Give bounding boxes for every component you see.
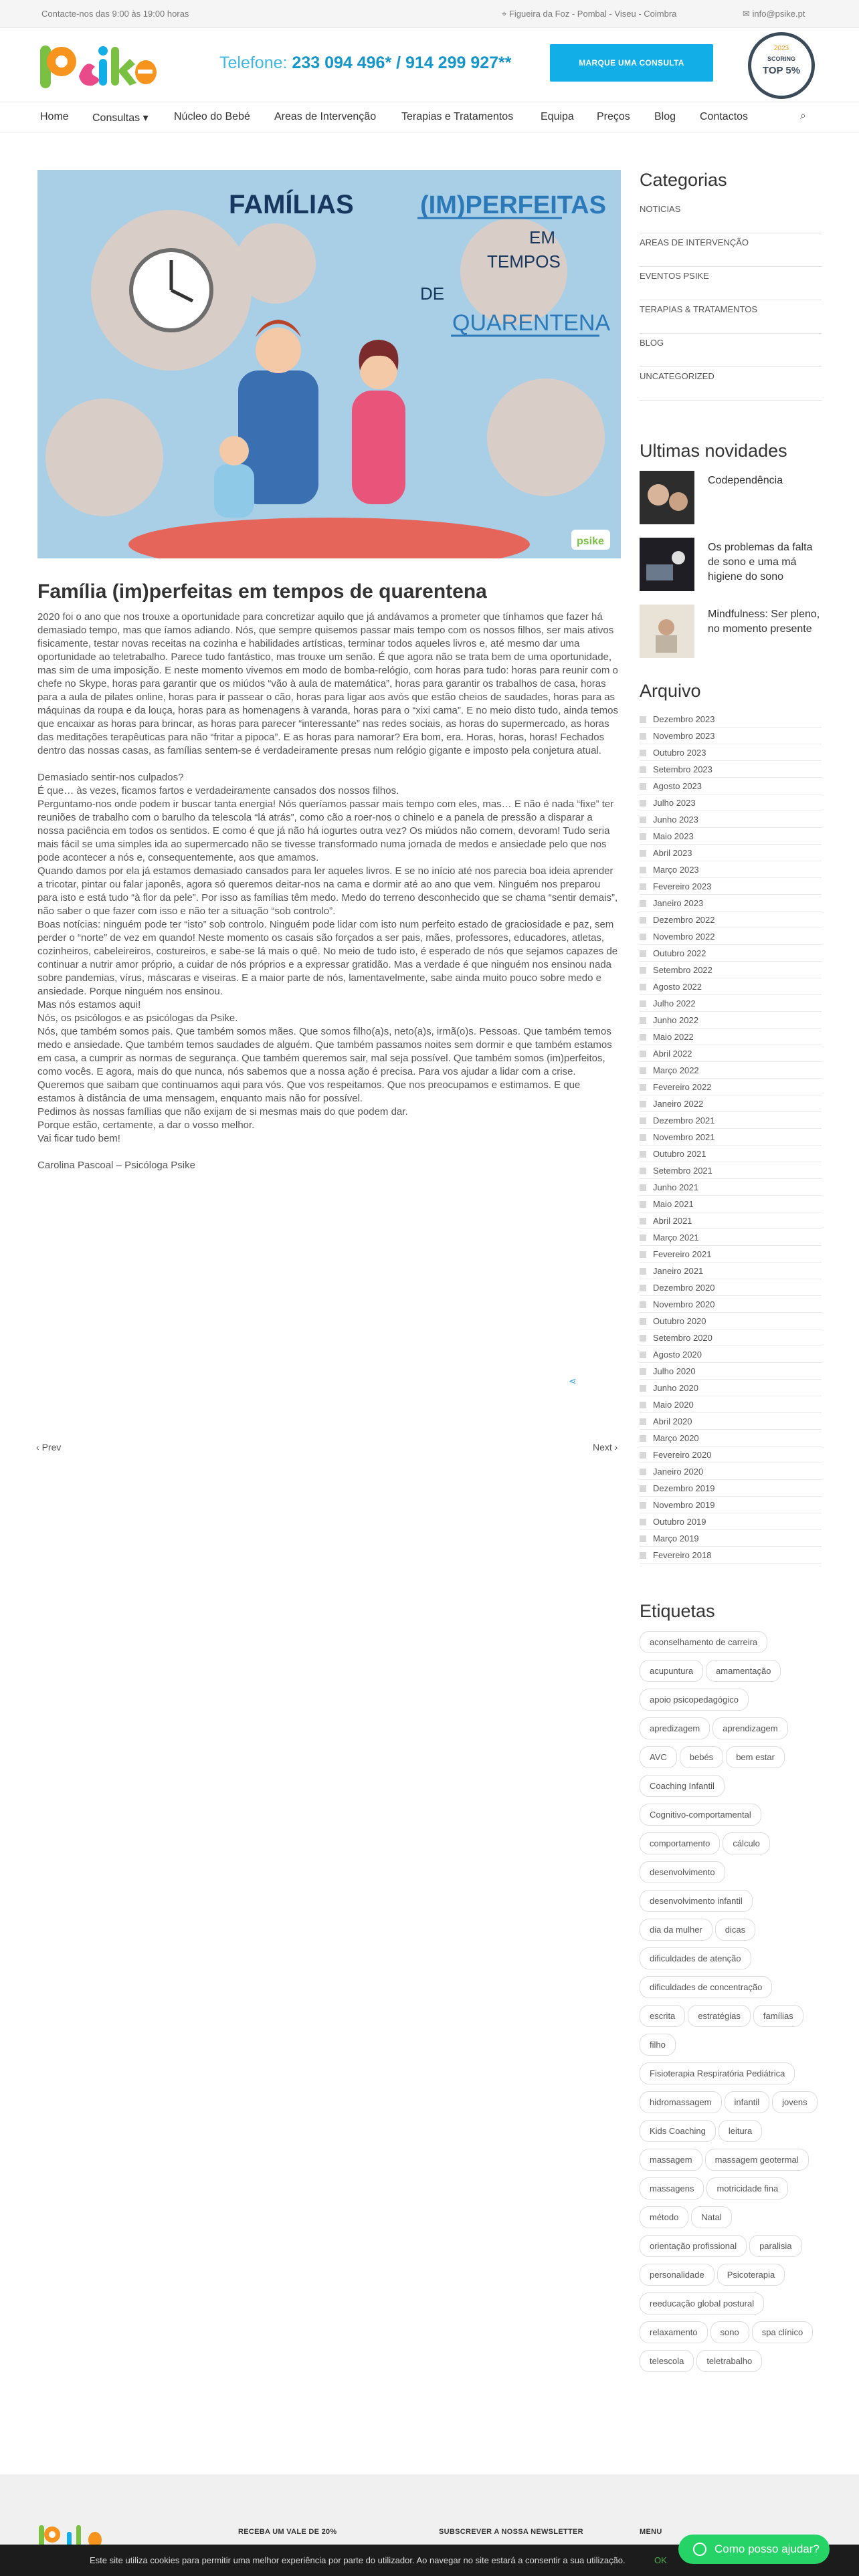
category-item[interactable]: UNCATEGORIZED <box>640 367 822 401</box>
hero-psike-logo: psike <box>577 536 604 547</box>
nav-blog[interactable]: Blog <box>654 111 676 122</box>
nav-nucleo-bebe[interactable]: Núcleo do Bebé <box>174 111 250 122</box>
next-label[interactable]: Next <box>593 1442 612 1453</box>
tag-item[interactable]: aconselhamento de carreira <box>640 1631 767 1653</box>
archive-item[interactable]: Abril 2020 <box>640 1413 822 1430</box>
paragraph: Nós, os psicólogos e as psicólogas da Psike. <box>37 1012 238 1024</box>
book-appointment-button[interactable]: MARQUE UMA CONSULTA <box>550 44 713 82</box>
archive-item[interactable]: Dezembro 2022 <box>640 911 822 928</box>
archive-item[interactable]: Junho 2022 <box>640 1012 822 1029</box>
tag-item[interactable]: Psicoterapia <box>717 2264 785 2286</box>
tags-heading: Etiquetas <box>640 1601 715 1621</box>
tag-item[interactable]: cálculo <box>723 1832 769 1854</box>
tag-item[interactable]: Kids Coaching <box>640 2120 716 2142</box>
tag-item[interactable]: amamentação <box>706 1660 781 1682</box>
paragraph-spacer <box>37 1146 621 1159</box>
paragraph: Porque estão, certamente, a dar o vosso melhor. <box>37 1119 255 1131</box>
search-icon[interactable]: ⌕ <box>800 110 806 122</box>
archive-item[interactable]: Dezembro 2021 <box>640 1112 822 1129</box>
post-title: Família (im)perfeitas em tempos de quarentena <box>37 580 487 603</box>
archive-item[interactable]: Novembro 2023 <box>640 728 822 744</box>
sidebar <box>640 170 822 2379</box>
news-item[interactable] <box>640 471 822 538</box>
paragraph-spacer <box>37 758 621 771</box>
tag-item[interactable]: dificuldades de atenção <box>640 1947 751 1969</box>
tag-item[interactable]: motricidade fina <box>706 2177 788 2199</box>
archive-item[interactable]: Abril 2021 <box>640 1212 822 1229</box>
archive-item[interactable]: Outubro 2019 <box>640 1513 822 1530</box>
archive-item[interactable]: Novembro 2022 <box>640 928 822 945</box>
tag-item[interactable]: massagem geotermal <box>705 2149 809 2171</box>
tag-item[interactable]: Coaching Infantil <box>640 1775 725 1797</box>
hero-text-em: EM <box>529 227 555 247</box>
nav-precos[interactable]: Preços <box>597 111 630 122</box>
mail-icon: ✉ <box>743 9 753 19</box>
tag-item[interactable]: hidromassagem <box>640 2091 722 2113</box>
tag-item[interactable]: dicas <box>715 1919 755 1941</box>
tag-item[interactable]: personalidade <box>640 2264 714 2286</box>
tag-item[interactable]: massagens <box>640 2177 704 2199</box>
news-item[interactable] <box>640 605 822 671</box>
archive-item[interactable]: Outubro 2022 <box>640 945 822 962</box>
tag-item[interactable]: AVC <box>640 1746 677 1768</box>
archive-item[interactable]: Maio 2023 <box>640 828 822 845</box>
news-title[interactable]: Os problemas da falta de sono e uma má higiene do sono <box>708 542 813 582</box>
whatsapp-chat-button[interactable] <box>678 2535 830 2564</box>
tag-item[interactable]: massagem <box>640 2149 702 2171</box>
archive-heading: Arquivo <box>640 681 701 701</box>
nav-consultas-label[interactable]: Consultas <box>92 112 140 124</box>
tag-item[interactable]: infantil <box>725 2091 770 2113</box>
archive-item[interactable]: Setembro 2021 <box>640 1162 822 1179</box>
archive-item[interactable]: Fevereiro 2021 <box>640 1246 822 1263</box>
hero-illustration <box>37 170 621 558</box>
paragraph: É que… às vezes, ficamos fartos e verdadeiramente cansados dos nossos filhos. <box>37 785 399 796</box>
latest-news-list <box>640 471 822 671</box>
tag-item[interactable]: paralisia <box>749 2235 801 2257</box>
archive-item[interactable]: Março 2021 <box>640 1229 822 1246</box>
category-item[interactable]: BLOG <box>640 334 822 367</box>
phone-numbers[interactable]: 233 094 496* / 914 299 927** <box>292 53 512 72</box>
hero-text-familias: FAMÍLIAS <box>229 190 354 219</box>
post-body <box>37 611 621 1172</box>
opening-hours: Contacte-nos das 9:00 às 19:00 horas <box>41 9 189 19</box>
tag-item[interactable]: bem estar <box>726 1746 785 1768</box>
psike-logo[interactable] <box>37 36 158 96</box>
archive-item[interactable]: Janeiro 2021 <box>640 1263 822 1279</box>
nav-terapias[interactable]: Terapias e Tratamentos <box>401 111 514 122</box>
archive-item[interactable]: Fevereiro 2023 <box>640 878 822 895</box>
tag-item[interactable]: aprendizagem <box>712 1717 787 1739</box>
badge-year: 2023 <box>773 45 789 52</box>
archive-item[interactable]: Maio 2020 <box>640 1396 822 1413</box>
tag-item[interactable]: dificuldades de concentração <box>640 1976 772 1998</box>
tag-item[interactable]: sono <box>710 2321 749 2343</box>
news-title[interactable]: Codependência <box>708 475 783 486</box>
archive-item[interactable]: Fevereiro 2020 <box>640 1446 822 1463</box>
news-thumbnail[interactable] <box>640 471 694 524</box>
phone-label: Telefone: <box>219 53 288 72</box>
tag-item[interactable]: desenvolvimento infantil <box>640 1890 753 1912</box>
tag-item[interactable]: spa clínico <box>752 2321 813 2343</box>
tag-item[interactable]: acupuntura <box>640 1660 703 1682</box>
email-label[interactable]: info@psike.pt <box>752 9 805 19</box>
tag-item[interactable]: dia da mulher <box>640 1919 712 1941</box>
caret-down-icon: ▾ <box>142 112 149 124</box>
paragraph: Mas nós estamos aqui! <box>37 999 141 1010</box>
footer-voucher-heading: RECEBA UM VALE DE 20% <box>238 2528 337 2536</box>
archive-item[interactable]: Agosto 2020 <box>640 1346 822 1363</box>
locations-label: Figueira da Foz - Pombal - Viseu - Coimbra <box>508 9 677 19</box>
paragraph: Nós, que também somos pais. Que também somos mães. Que somos filho(a)s, neto(a)s, irmã(o)s. Pessoas. Que também temos medo e ansiedade. Que também temos saudades de alguém. Que também passamos noites sem dormir e que também estamos em casa, a cumprir as normas de segurança. Que também queremos sair, mal seja possível. Que também somos (im)perfeitos, como vocês. E agora, mais do que nunca, nós sabemos que a nossa ação é precisa. Para vos ajudar a lidar com a crise. <box>37 1026 612 1077</box>
map-pin-icon: ⌖ <box>502 9 509 19</box>
paragraph: Boas notícias: ninguém pode ter “isto” sob controlo. Ninguém pode lidar com isto num perfeito estado de graciosidade e paz, sem perder o “norte” de vez em quando! Neste momento os casais são forçados a ser pais, mães, professores, educadores, atletas, cozinheiros, cabeleireiros, costureiros, e sabe-se lá mais o quê. No meio de tudo isto, é esperado de nós que sejamos capazes de continuar a nutrir amor próprio, a cuidar de nós próprios e a expressar gratidão. Mas a verdade é que ninguém nos ensinou nada sobre pandemias, vírus, máscaras e viseiras. E a maior parte de nós, lamentavelmente, sabe ainda muito pouco sobre medo e ansiedade. Porque ninguém nos ensinou. <box>37 919 618 997</box>
paragraph: Quando damos por ela já estamos demasiado cansados para ler aqueles livros. E se no início até nos parecia boa ideia aprender a tricotar, pintar ou falar japonês, agora só queremos deitar-nos na cama e dormir até ao ano que vem. Ninguém nos preparou para isto e está tudo “à flor da pele”. Por isso as famílias têm medo. Medo do terreno desconhecido que se chama “sentir demais”, não saber o que fazer com isso e não ter a situação “sob controlo”. <box>37 865 618 917</box>
tag-item[interactable]: escrita <box>640 2005 685 2027</box>
hero-text-imperfeitas: (IM)PERFEITAS <box>420 191 606 219</box>
category-item[interactable]: EVENTOS PSIKE <box>640 267 822 300</box>
nav-areas[interactable]: Areas de Intervenção <box>274 111 377 122</box>
nav-home[interactable]: Home <box>40 111 69 122</box>
archive-item[interactable]: Março 2022 <box>640 1062 822 1079</box>
archive-item[interactable]: Março 2019 <box>640 1530 822 1547</box>
archive-item[interactable]: Janeiro 2022 <box>640 1095 822 1112</box>
tag-item[interactable]: método <box>640 2206 688 2228</box>
footer-menu-heading: MENU <box>640 2528 662 2536</box>
prev-post-link[interactable] <box>36 1442 61 1453</box>
footer-newsletter-heading: SUBSCREVER A NOSSA NEWSLETTER <box>439 2528 583 2536</box>
archive-item[interactable]: Outubro 2020 <box>640 1313 822 1329</box>
nav-equipa[interactable]: Equipa <box>541 111 574 122</box>
tag-item[interactable]: Fisioterapia Respiratória Pediátrica <box>640 2062 795 2084</box>
tag-item[interactable]: apoio psicopedagógico <box>640 1689 749 1711</box>
archive-item[interactable]: Julho 2023 <box>640 794 822 811</box>
archive-item[interactable]: Março 2023 <box>640 861 822 878</box>
archive-item[interactable]: Novembro 2019 <box>640 1497 822 1513</box>
archive-item[interactable]: Outubro 2023 <box>640 744 822 761</box>
tag-item[interactable]: Natal <box>691 2206 731 2228</box>
tag-item[interactable]: desenvolvimento <box>640 1861 725 1883</box>
tag-item[interactable]: filho <box>640 2034 676 2056</box>
tag-item[interactable]: orientação profissional <box>640 2235 747 2257</box>
archive-item[interactable]: Setembro 2022 <box>640 962 822 978</box>
chevron-right-icon: › <box>611 1442 618 1453</box>
archive-item[interactable]: Dezembro 2019 <box>640 1480 822 1497</box>
paragraph: Pedimos às nossas famílias que não exijam de si mesmas mais do que podem dar. <box>37 1106 408 1117</box>
site-header <box>0 28 859 102</box>
news-thumbnail[interactable] <box>640 538 694 591</box>
paragraph: Vai ficar tudo bem! <box>37 1133 120 1144</box>
tag-item[interactable]: bebés <box>680 1746 723 1768</box>
email-link[interactable] <box>743 9 805 19</box>
latest-news-heading: Ultimas novidades <box>640 441 787 461</box>
category-item[interactable]: AREAS DE INTERVENÇÃO <box>640 233 822 267</box>
phone-contact[interactable] <box>219 53 512 73</box>
tag-item[interactable]: relaxamento <box>640 2321 708 2343</box>
tag-item[interactable]: leitura <box>719 2120 762 2142</box>
share-icon[interactable]: ⋖ <box>569 1376 577 1386</box>
paragraph: 2020 foi o ano que nos trouxe a oportunidade para concretizar aquilo que já andávamos a prometer que tínhamos que fazer há demasiado tempo, mas que íamos adiando. Nós, que sempre quisemos passar mais tempo com os nossos filhos, ser mais ativos fisicamente, testar novas receitas na cozinha e habilidades artísticas, terminar todos aqueles livros e, até mesmo dar uma oportunidade ao teletrabalho. Parece tudo fantástico, mas trouxe um senão. É que agora não se trata bem de uma oportunidade, mas sim de uma imposição. E neste momento vivemos em modo de bomba-relógio, com horas para tudo: horas para reunir com o chefe no Skype, horas para garantir que os miúdos “vão à aula de matemática”, horas para garantir os trabalhos de casa, horas para a aula de pilates online, horas para ir passear o cão, horas para ligar aos avós que estão cheios de saudades, horas para as máquinas da roupa e da louça, horas para as homenagens à varanda, horas para o “xixi cama”. E no meio disto tudo, ainda temos que encaixar as horas para brincar, as horas para parecer “interessante” nas redes sociais, as horas do supermercado, as horas das meditações terapêuticas para não “fritar a pipoca”. E as horas para namorar? Era bom, era. Horas, horas, horas! Fechados dentro das nossas casas, as famílias sentem-se é verdadeiramente presas num relógio gigante e imposto pela conjetura atual. <box>37 611 619 756</box>
chevron-left-icon: ‹ <box>36 1442 42 1453</box>
paragraph: Perguntamo-nos onde podem ir buscar tanta energia! Nós queríamos passar mais tempo com eles, mas… E não é nada “fixe” ter reuniões de trabalho com o barulho da telescola “lá atrás”, como cão a roer-nos o chinelo e a panela de pressão a disparar a nossa paciência em todos os sentidos. E como é que já não há iogurtes outra vez? Os miúdos não comem, devoram! Tudo seria mais fácil se uma simples ida ao supermercado não se tivesse transformado numa jornada de medos e ansiedade pelo que nos pode acontecer a nós e, consequentemente, aos que amamos. <box>37 798 614 863</box>
nav-contactos[interactable]: Contactos <box>700 111 749 122</box>
archive-item[interactable]: Agosto 2022 <box>640 978 822 995</box>
archive-list <box>640 711 822 1564</box>
hero-text-quarentena: QUARENTENA <box>452 310 611 336</box>
paragraph: Queremos que saibam que continuamos aqui para vós. Que vos respeitamos. Que nos preocupamos e estimamos. E que estamos à distância de uma mensagem, enquanto mais não for possível. <box>37 1079 581 1104</box>
next-post-link[interactable] <box>593 1442 617 1453</box>
archive-item[interactable]: Maio 2021 <box>640 1196 822 1212</box>
hero-text-tempos: TEMPOS <box>487 251 561 272</box>
tag-item[interactable]: reeducação global postural <box>640 2292 764 2315</box>
hero-text-de: DE <box>420 284 445 304</box>
tag-item[interactable]: estratégias <box>688 2005 751 2027</box>
locations-text <box>502 9 676 19</box>
archive-item[interactable]: Dezembro 2020 <box>640 1279 822 1296</box>
paragraph: Demasiado sentir-nos culpados? <box>37 772 184 783</box>
archive-item[interactable]: Outubro 2021 <box>640 1146 822 1162</box>
news-title[interactable]: Mindfulness: Ser pleno, no momento presente <box>708 609 820 635</box>
archive-item[interactable]: Fevereiro 2022 <box>640 1079 822 1095</box>
prev-label[interactable]: Prev <box>41 1442 62 1453</box>
tags-cloud <box>640 1631 822 2379</box>
tag-item[interactable]: teletrabalho <box>696 2350 762 2372</box>
badge-scoring: SCORING <box>767 56 795 62</box>
archive-item[interactable]: Março 2020 <box>640 1430 822 1446</box>
news-item[interactable] <box>640 538 822 605</box>
whatsapp-label[interactable]: Como posso ajudar? <box>714 2543 820 2555</box>
cookie-ok-button[interactable]: OK <box>654 2555 667 2565</box>
archive-item[interactable]: Abril 2023 <box>640 845 822 861</box>
scoring-top-badge <box>748 32 815 99</box>
cookie-text: Este site utiliza cookies para permitir uma melhor experiência por parte do utilizador. Ao navegar no site estará a consentir a sua utilização. <box>90 2555 626 2565</box>
archive-item[interactable]: Novembro 2021 <box>640 1129 822 1146</box>
archive-item[interactable]: Fevereiro 2018 <box>640 1547 822 1564</box>
archive-item[interactable]: Janeiro 2023 <box>640 895 822 911</box>
nav-consultas[interactable] <box>92 111 149 124</box>
archive-item[interactable]: Julho 2020 <box>640 1363 822 1380</box>
tag-item[interactable]: Cognitivo-comportamental <box>640 1804 761 1826</box>
news-thumbnail[interactable] <box>640 605 694 658</box>
archive-item[interactable]: Janeiro 2020 <box>640 1463 822 1480</box>
tag-item[interactable]: famílias <box>753 2005 803 2027</box>
badge-top: TOP 5% <box>762 65 801 76</box>
archive-item[interactable]: Junho 2020 <box>640 1380 822 1396</box>
categories-heading: Categorias <box>640 170 727 190</box>
category-item[interactable]: TERAPIAS & TRATAMENTOS <box>640 300 822 334</box>
archive-item[interactable]: Novembro 2020 <box>640 1296 822 1313</box>
tag-item[interactable]: jovens <box>772 2091 818 2113</box>
top-bar <box>0 0 859 28</box>
archive-item[interactable]: Setembro 2023 <box>640 761 822 778</box>
archive-item[interactable]: Dezembro 2023 <box>640 711 822 728</box>
archive-item[interactable]: Abril 2022 <box>640 1045 822 1062</box>
archive-item[interactable]: Junho 2021 <box>640 1179 822 1196</box>
archive-item[interactable]: Agosto 2023 <box>640 778 822 794</box>
blog-post <box>37 170 621 1172</box>
tag-item[interactable]: comportamento <box>640 1832 720 1854</box>
main-navigation <box>0 102 859 132</box>
archive-item[interactable]: Setembro 2020 <box>640 1329 822 1346</box>
tag-item[interactable]: apredizagem <box>640 1717 710 1739</box>
post-author: Carolina Pascoal – Psicóloga Psike <box>37 1160 195 1171</box>
tag-item[interactable]: telescola <box>640 2350 694 2372</box>
archive-item[interactable]: Julho 2022 <box>640 995 822 1012</box>
whatsapp-icon <box>693 2543 706 2556</box>
categories-list <box>640 200 822 401</box>
archive-item[interactable]: Maio 2022 <box>640 1029 822 1045</box>
archive-item[interactable]: Junho 2023 <box>640 811 822 828</box>
category-item[interactable]: NOTICIAS <box>640 200 822 233</box>
